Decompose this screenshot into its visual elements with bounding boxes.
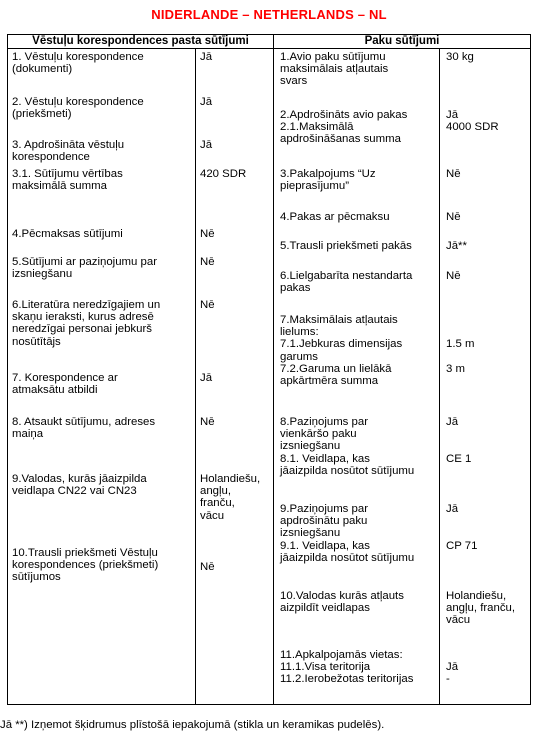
letter-label-1: 1. Vēstuļu korespondence (dokumenti)	[12, 51, 144, 76]
letter-value-9: Holandiešu, angļu, franču, vācu	[200, 473, 261, 522]
letter-value-8: Nē	[200, 416, 215, 428]
parcel-value-8: Jā CE 1	[446, 416, 472, 465]
left-value-divider	[195, 48, 196, 705]
header-letter-mail: Vēstuļu korespondences pasta sūtījumi	[32, 35, 249, 47]
letter-label-2: 2. Vēstuļu korespondence (priekšmeti)	[12, 96, 144, 121]
center-divider	[273, 34, 274, 705]
right-value-divider	[439, 48, 440, 705]
letter-value-3: Jā	[200, 139, 213, 151]
letter-value-2: Jā	[200, 96, 213, 108]
parcel-label-2: 2.Apdrošināts avio pakas 2.1.Maksimālā apdrošināšanas summa	[280, 109, 408, 146]
parcel-label-1: 1.Avio paku sūtījumu maksimālais atļautais svars	[280, 51, 389, 88]
header-parcels: Paku sūtījumi	[364, 35, 440, 47]
parcel-value-4: Nē	[446, 211, 461, 223]
parcel-value-11: Jā -	[446, 661, 459, 686]
parcel-label-7: 7.Maksimālais atļautais lielums: 7.1.Jebkuras dimensijas garums 7.2.Garuma un lielākā apkārtmēra summa	[280, 314, 403, 388]
parcel-value-9: Jā CP 71	[446, 503, 478, 552]
letter-value-4: Nē	[200, 228, 215, 240]
footnote: Jā **) Izņemot šķidrumus plīstošā iepakojumā (stikla un keramikas pudelēs).	[0, 719, 385, 731]
letter-label-9: 9.Valodas, kurās jāaizpilda veidlapa CN22 vai CN23	[12, 473, 147, 498]
parcel-label-11: 11.Apkalpojamās vietas: 11.1.Visa teritorija 11.2.Ierobežotas teritorijas	[280, 649, 414, 686]
letter-value-1: Jā	[200, 51, 213, 63]
letter-label-8: 8. Atsaukt sūtījumu, adreses maiņa	[12, 416, 156, 441]
letter-value-6: Nē	[200, 299, 215, 311]
parcel-label-3: 3.Pakalpojums “Uz pieprasījumu”	[280, 168, 376, 193]
parcel-label-5: 5.Trausli priekšmeti pakās	[280, 240, 412, 252]
parcel-value-1: 30 kg	[446, 51, 474, 63]
document-title: NIDERLANDE – NETHERLANDS – NL	[151, 7, 387, 22]
header-divider	[7, 48, 531, 49]
letter-value-5: Nē	[200, 256, 215, 268]
letter-label-10: 10.Trausli priekšmeti Vēstuļu korespondences (priekšmeti) sūtījumos	[12, 547, 159, 584]
letter-label-6: 6.Literatūra neredzīgajiem un skaņu ieraksti, kurus adresē neredzīgai personai jebkurš nosūtītājs	[12, 299, 161, 348]
letter-value-10: Nē	[200, 561, 215, 573]
parcel-value-6: Nē	[446, 270, 461, 282]
parcel-value-7: 1.5 m 3 m	[446, 338, 475, 375]
letter-label-4: 4.Pēcmaksas sūtījumi	[12, 228, 123, 240]
parcel-value-2: Jā 4000 SDR	[446, 109, 499, 134]
letter-label-7: 7. Korespondence ar atmaksātu atbildi	[12, 372, 118, 397]
letter-value-7: Jā	[200, 372, 213, 384]
parcel-value-5: Jā**	[446, 240, 467, 252]
parcel-value-10: Holandiešu, angļu, franču, vācu	[446, 590, 516, 627]
letter-label-3: 3. Apdrošināta vēstuļu korespondence	[12, 139, 125, 164]
letter-label-3-1: 3.1. Sūtījumu vērtības maksimālā summa	[12, 168, 123, 193]
parcel-label-10: 10.Valodas kurās atļauts aizpildīt veidlapas	[280, 590, 404, 615]
parcel-label-9: 9.Paziņojums par apdrošinātu paku izsniegšanu 9.1. Veidlapa, kas jāaizpilda nosūtot sūtījumu	[280, 503, 415, 564]
parcel-label-6: 6.Lielgabarīta nestandarta pakas	[280, 270, 413, 295]
parcel-label-4: 4.Pakas ar pēcmaksu	[280, 211, 390, 223]
letter-label-5: 5.Sūtījumi ar paziņojumu par izsniegšanu	[12, 256, 157, 281]
letter-value-3-1: 420 SDR	[200, 168, 247, 180]
parcel-value-3: Nē	[446, 168, 461, 180]
parcel-label-8: 8.Paziņojums par vienkāršo paku izsniegšanu 8.1. Veidlapa, kas jāaizpilda nosūtot sūtījumu	[280, 416, 415, 477]
